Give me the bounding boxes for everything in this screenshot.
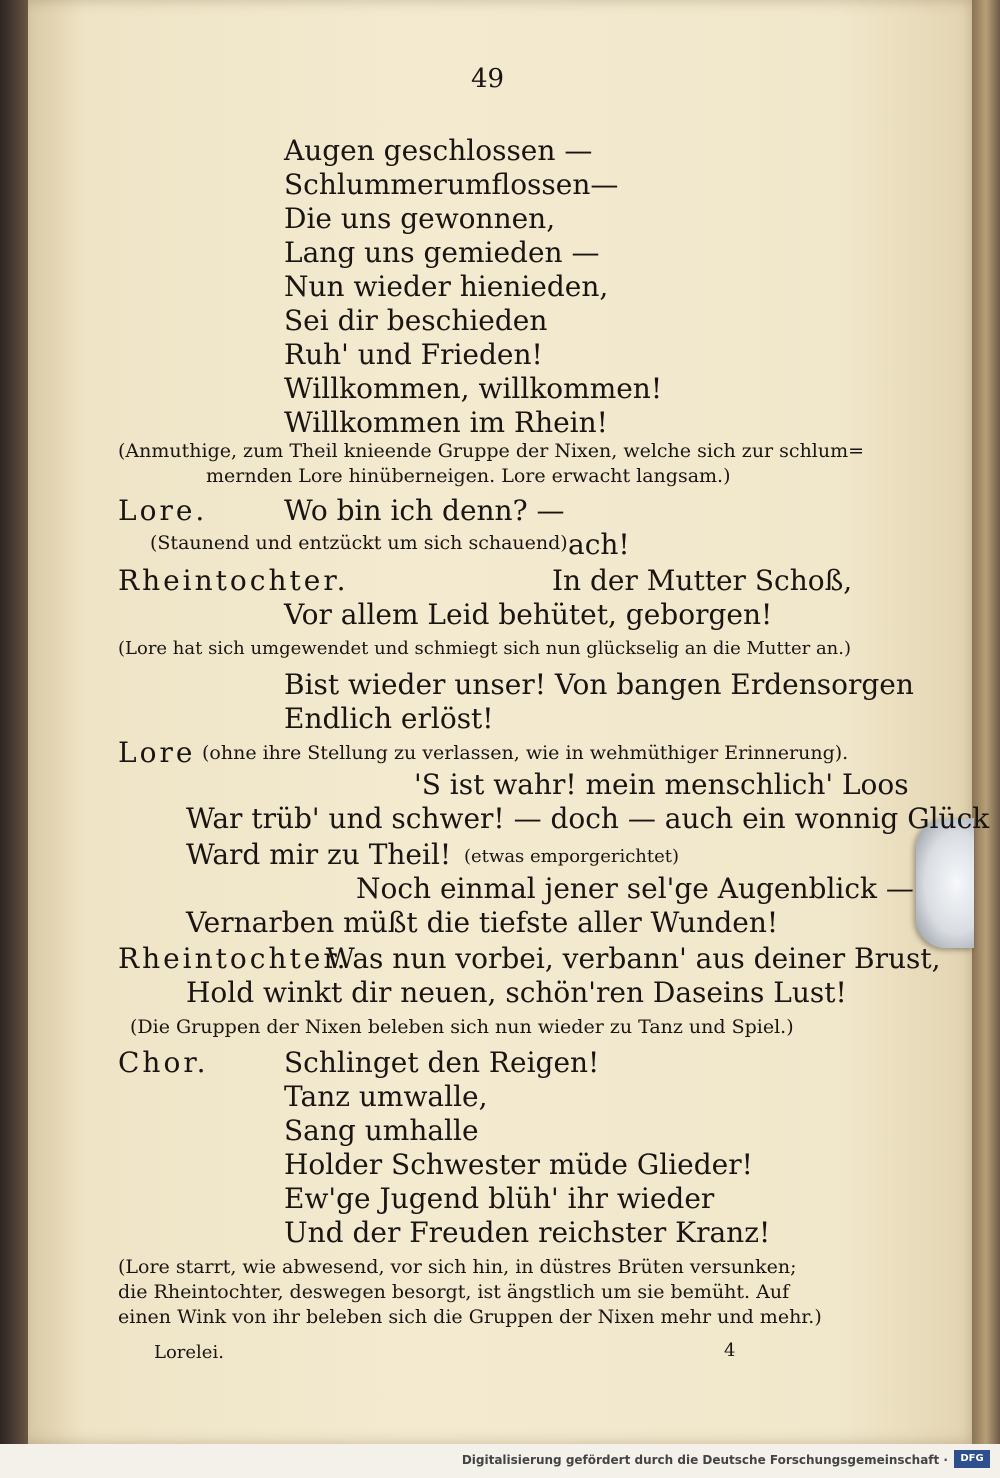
verse-line: Schlummerumflossen—	[284, 168, 619, 201]
page-stack-edge	[972, 0, 1000, 1444]
verse-line: Augen geschlossen —	[284, 134, 593, 167]
dialogue-line: Bist wieder unser! Von bangen Erdensorgen	[284, 668, 914, 701]
speaker-name: Rheintochter.	[118, 942, 349, 975]
dialogue-line: Vernarben müßt die tiefste aller Wunden!	[186, 906, 779, 939]
stage-direction: (Die Gruppen der Nixen beleben sich nun wieder zu Tanz und Spiel.)	[130, 1016, 794, 1038]
verse-line: Ruh' und Frieden!	[284, 338, 543, 371]
dialogue-line: Noch einmal jener sel'ge Augenblick —	[356, 872, 914, 905]
speaker-name: Chor.	[118, 1046, 209, 1079]
stage-direction: (Lore starrt, wie abwesend, vor sich hin, in düstres Brüten versunken;	[118, 1256, 797, 1278]
stage-direction: einen Wink von ihr beleben sich die Gruppen der Nixen mehr und mehr.)	[118, 1306, 822, 1328]
stage-direction: (Anmuthige, zum Theil knieende Gruppe der Nixen, welche sich zur schlum=	[118, 440, 865, 462]
verse-line: Willkommen im Rhein!	[284, 406, 608, 439]
page-clip	[916, 818, 974, 948]
stage-direction: (Staunend und entzückt um sich schauend)	[150, 532, 568, 554]
stage-direction: (Lore hat sich umgewendet und schmiegt sich nun glückselig an die Mutter an.)	[118, 638, 852, 659]
verse-line: Nun wieder hienieden,	[284, 270, 609, 303]
chorus-line: Tanz umwalle,	[284, 1080, 488, 1113]
signature-mark: 4	[724, 1340, 736, 1361]
dialogue-line: Wo bin ich denn? —	[284, 494, 565, 527]
verse-line: Die uns gewonnen,	[284, 202, 556, 235]
verse-line: Willkommen, willkommen!	[284, 372, 663, 405]
credit-text: Digitalisierung gefördert durch die Deutsche Forschungsgemeinschaft ·	[461, 1453, 948, 1467]
speaker-name: Lore.	[118, 494, 208, 527]
dialogue-line: 'S ist wahr! mein menschlich' Loos	[414, 768, 909, 801]
dialogue-line: Was nun vorbei, verbann' aus deiner Brust,	[326, 942, 941, 975]
stage-direction: die Rheintochter, deswegen besorgt, ist ängstlich um sie bemüht. Auf	[118, 1281, 790, 1303]
dialogue-line: Vor allem Leid behütet, geborgen!	[284, 598, 773, 631]
page-number: 49	[471, 64, 505, 94]
chorus-line: Holder Schwester müde Glieder!	[284, 1148, 753, 1181]
chorus-line: Und der Freuden reichster Kranz!	[284, 1216, 771, 1249]
footer-title: Lorelei.	[154, 1342, 224, 1363]
stage-direction: mernden Lore hinüberneigen. Lore erwacht langsam.)	[206, 465, 731, 487]
dialogue-line: Hold winkt dir neuen, schön'ren Daseins Lust!	[186, 976, 847, 1009]
verse-line: Lang uns gemieden —	[284, 236, 600, 269]
dialogue-line: ach!	[568, 528, 630, 561]
dialogue-line: Endlich erlöst!	[284, 702, 494, 735]
stage-direction: (ohne ihre Stellung zu verlassen, wie in wehmüthiger Erinnerung).	[202, 742, 849, 764]
dfg-logo: DFG	[954, 1450, 990, 1468]
stage-direction: (etwas emporgerichtet)	[464, 846, 680, 867]
dialogue-line: In der Mutter Schoß,	[552, 564, 853, 597]
chorus-line: Ew'ge Jugend blüh' ihr wieder	[284, 1182, 715, 1215]
dialogue-line: Ward mir zu Theil!	[186, 838, 452, 871]
verse-line: Sei dir beschieden	[284, 304, 548, 337]
dialogue-line: War trüb' und schwer! — doch — auch ein wonnig Glück	[186, 802, 990, 835]
chorus-line: Schlinget den Reigen!	[284, 1046, 600, 1079]
speaker-name: Rheintochter.	[118, 564, 349, 597]
chorus-line: Sang umhalle	[284, 1114, 479, 1147]
speaker-name: Lore	[118, 736, 196, 769]
